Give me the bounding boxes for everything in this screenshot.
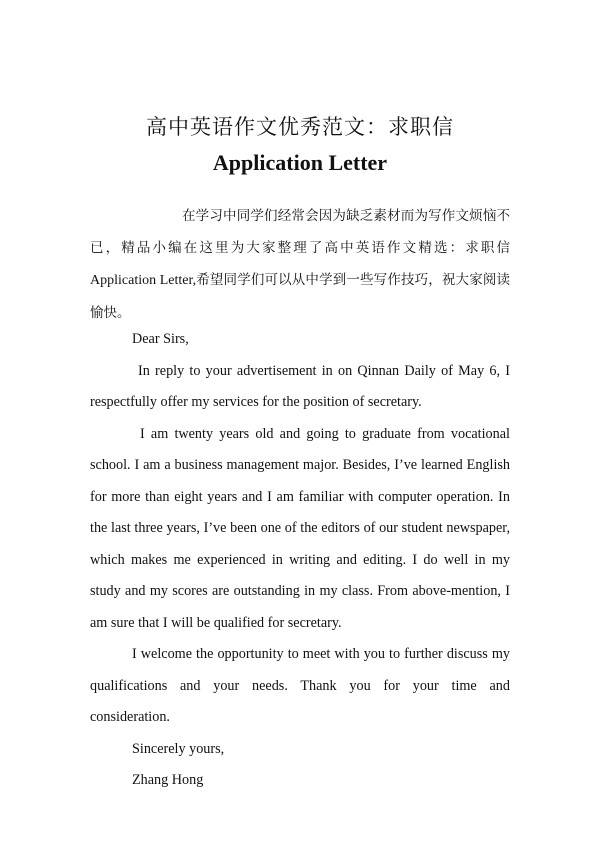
intro-cn-part1: 在学习中同学们经常会因为缺乏素材而为写作文烦恼不已，精品小编在这里为大家整理了高中英语作文精选：求职信 [90, 208, 510, 256]
closing: Sincerely yours, [132, 740, 225, 757]
intro-paragraph [90, 200, 510, 329]
letter-paragraph-2: I am twenty years old and going to graduate from vocational school. I am a business management major. Besides, I’ve learned English for more than eight years and I am familiar with computer operation. In the last three years, I’ve been one of the editors of our student newspaper, which makes me experienced in writing and editing. I do well in my study and my scores are outstanding in my class. From above-mention, I am sure that I will be qualified for secretary. [90, 425, 510, 631]
intro-cn-part2: 希望同学们可以从中学到一些写作技巧，祝大家阅读愉快。 [90, 272, 510, 321]
letter-body [90, 324, 510, 797]
intro-en-part: Application Letter, [90, 273, 197, 288]
signature: Zhang Hong [132, 772, 204, 788]
salutation: Dear Sirs, [132, 331, 189, 347]
letter-paragraph-3: I welcome the opportunity to meet with you to further discuss my qualifications and your needs. Thank you for your time and consideration. [90, 646, 510, 725]
letter-paragraph-1: In reply to your advertisement in on Qinnan Daily of May 6, I respectfully offer my services for the position of secretary. [90, 362, 510, 410]
chinese-title: 高中英语作文优秀范文：求职信 [146, 115, 454, 139]
english-title: Application Letter [212, 150, 388, 175]
